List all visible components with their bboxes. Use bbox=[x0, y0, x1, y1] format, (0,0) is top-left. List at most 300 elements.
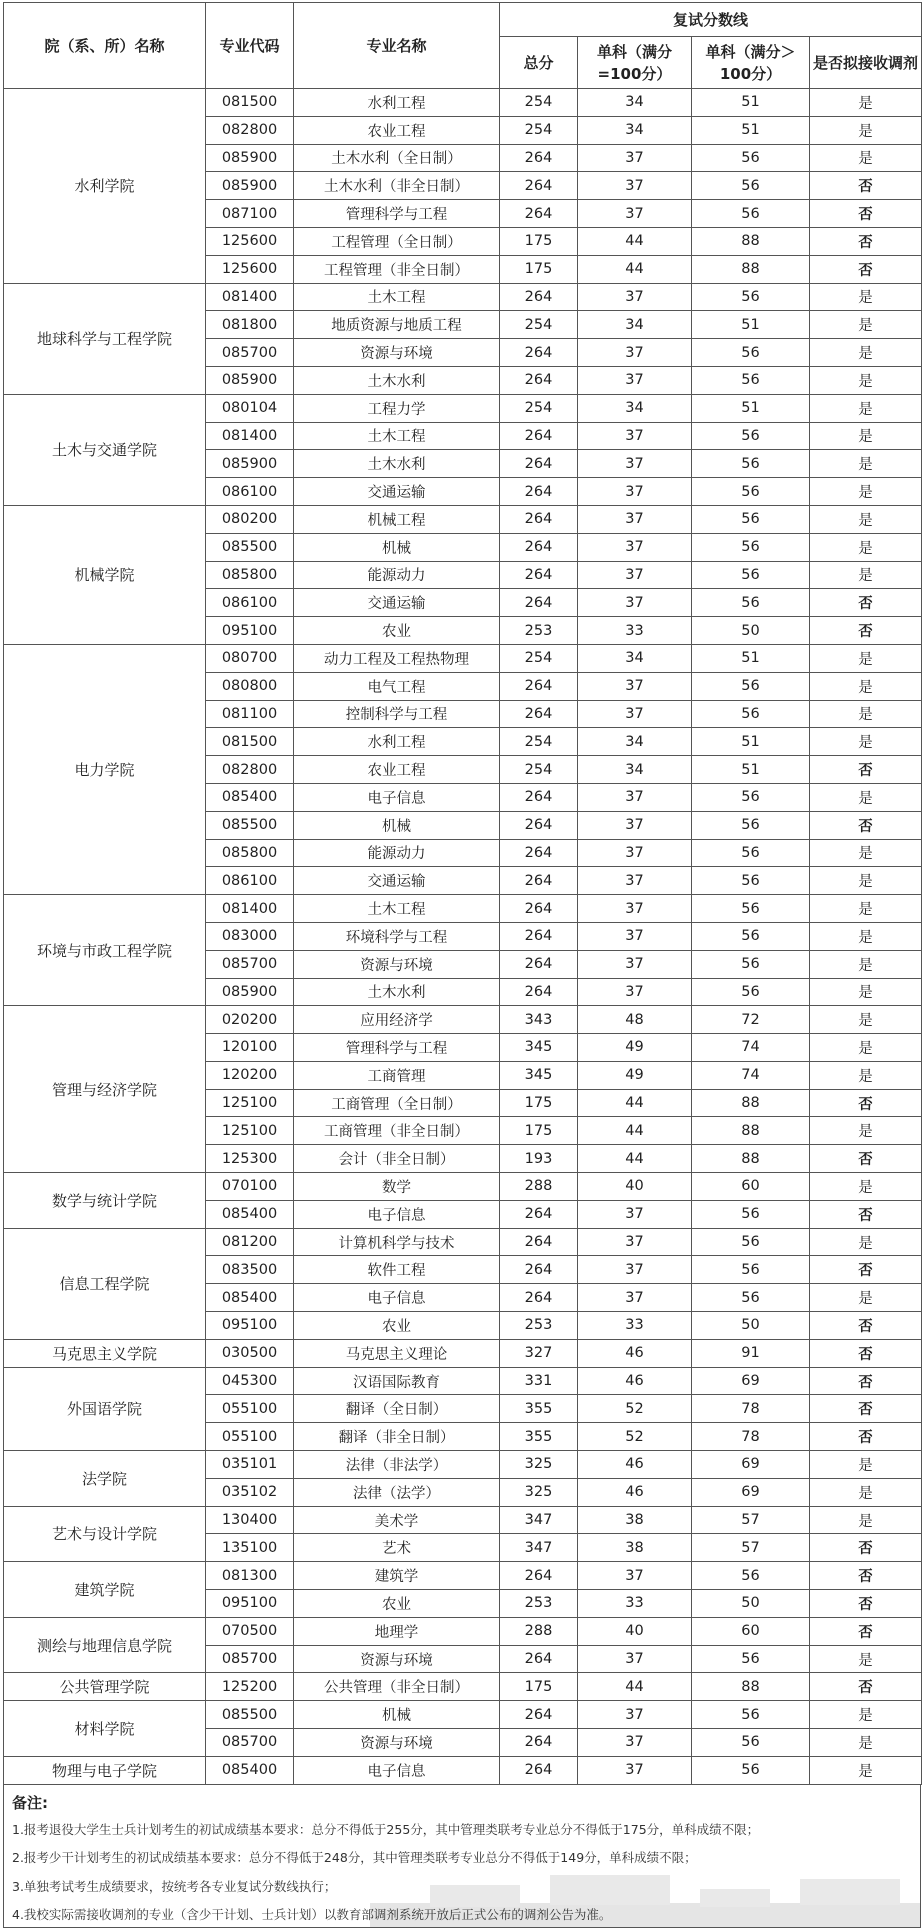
table-row bbox=[4, 1617, 922, 1645]
adjust-cell: 是 bbox=[810, 1451, 922, 1479]
total-cell: 347 bbox=[500, 1534, 578, 1562]
total-cell: 288 bbox=[500, 1173, 578, 1201]
adjust-cell: 是 bbox=[810, 1173, 922, 1201]
header-single-gt100: 单科（满分＞100分） bbox=[692, 37, 810, 89]
single100-cell: 44 bbox=[578, 255, 692, 283]
code-cell: 070500 bbox=[206, 1617, 294, 1645]
table-row bbox=[4, 89, 922, 117]
code-cell: 085700 bbox=[206, 1729, 294, 1757]
single100-cell: 37 bbox=[578, 1256, 692, 1284]
total-cell: 264 bbox=[500, 922, 578, 950]
single100-cell: 37 bbox=[578, 950, 692, 978]
total-cell: 347 bbox=[500, 1506, 578, 1534]
dept-cell: 土木与交通学院 bbox=[4, 394, 206, 505]
adjust-cell: 否 bbox=[810, 1395, 922, 1423]
total-cell: 175 bbox=[500, 1673, 578, 1701]
single-gt100-cell: 56 bbox=[692, 1756, 810, 1784]
code-cell: 086100 bbox=[206, 589, 294, 617]
code-cell: 081400 bbox=[206, 283, 294, 311]
single-gt100-cell: 56 bbox=[692, 450, 810, 478]
table-row bbox=[4, 1506, 922, 1534]
total-cell: 254 bbox=[500, 116, 578, 144]
major-cell: 控制科学与工程 bbox=[294, 700, 500, 728]
adjust-cell: 是 bbox=[810, 700, 922, 728]
adjust-cell: 是 bbox=[810, 422, 922, 450]
total-cell: 253 bbox=[500, 1590, 578, 1618]
single-gt100-cell: 56 bbox=[692, 1228, 810, 1256]
total-cell: 264 bbox=[500, 1701, 578, 1729]
total-cell: 264 bbox=[500, 867, 578, 895]
single100-cell: 33 bbox=[578, 617, 692, 645]
adjust-cell: 是 bbox=[810, 339, 922, 367]
code-cell: 035102 bbox=[206, 1478, 294, 1506]
dept-cell: 马克思主义学院 bbox=[4, 1339, 206, 1367]
code-cell: 080104 bbox=[206, 394, 294, 422]
single100-cell: 38 bbox=[578, 1506, 692, 1534]
single-gt100-cell: 56 bbox=[692, 1645, 810, 1673]
single100-cell: 34 bbox=[578, 394, 692, 422]
single100-cell: 37 bbox=[578, 978, 692, 1006]
single100-cell: 37 bbox=[578, 811, 692, 839]
adjust-cell: 否 bbox=[810, 1089, 922, 1117]
adjust-cell: 是 bbox=[810, 728, 922, 756]
adjust-cell: 否 bbox=[810, 811, 922, 839]
table-row bbox=[4, 1228, 922, 1256]
major-cell: 计算机科学与技术 bbox=[294, 1228, 500, 1256]
major-cell: 工商管理 bbox=[294, 1061, 500, 1089]
major-cell: 机械 bbox=[294, 811, 500, 839]
single100-cell: 46 bbox=[578, 1478, 692, 1506]
single100-cell: 46 bbox=[578, 1339, 692, 1367]
major-cell: 工商管理（全日制） bbox=[294, 1089, 500, 1117]
single100-cell: 37 bbox=[578, 1200, 692, 1228]
adjust-cell: 是 bbox=[810, 867, 922, 895]
major-cell: 机械工程 bbox=[294, 505, 500, 533]
code-cell: 035101 bbox=[206, 1451, 294, 1479]
single100-cell: 37 bbox=[578, 1228, 692, 1256]
single100-cell: 37 bbox=[578, 366, 692, 394]
total-cell: 264 bbox=[500, 950, 578, 978]
adjust-cell: 否 bbox=[810, 1534, 922, 1562]
code-cell: 125100 bbox=[206, 1117, 294, 1145]
table-row bbox=[4, 1367, 922, 1395]
single-gt100-cell: 69 bbox=[692, 1451, 810, 1479]
major-cell: 马克思主义理论 bbox=[294, 1339, 500, 1367]
note-item: 2.报考少干计划考生的初试成绩基本要求：总分不得低于248分，其中管理类联考专业总分不得低于149分，单科成绩不限； bbox=[12, 1850, 697, 1866]
major-cell: 软件工程 bbox=[294, 1256, 500, 1284]
code-cell: 083500 bbox=[206, 1256, 294, 1284]
single-gt100-cell: 50 bbox=[692, 1590, 810, 1618]
table-row bbox=[4, 283, 922, 311]
code-cell: 125300 bbox=[206, 1145, 294, 1173]
adjust-cell: 是 bbox=[810, 1034, 922, 1062]
adjust-cell: 是 bbox=[810, 116, 922, 144]
total-cell: 264 bbox=[500, 339, 578, 367]
single-gt100-cell: 51 bbox=[692, 89, 810, 117]
dept-cell: 环境与市政工程学院 bbox=[4, 895, 206, 1006]
note-item: 3.单独考试考生成绩要求，按统考各专业复试分数线执行； bbox=[12, 1878, 337, 1894]
total-cell: 264 bbox=[500, 1256, 578, 1284]
major-cell: 农业工程 bbox=[294, 756, 500, 784]
total-cell: 264 bbox=[500, 700, 578, 728]
table-row bbox=[4, 1756, 922, 1784]
single100-cell: 44 bbox=[578, 1673, 692, 1701]
single-gt100-cell: 56 bbox=[692, 422, 810, 450]
major-cell: 法律（非法学） bbox=[294, 1451, 500, 1479]
single100-cell: 48 bbox=[578, 1006, 692, 1034]
total-cell: 175 bbox=[500, 1117, 578, 1145]
code-cell: 085700 bbox=[206, 339, 294, 367]
major-cell: 环境科学与工程 bbox=[294, 922, 500, 950]
code-cell: 082800 bbox=[206, 756, 294, 784]
adjust-cell: 是 bbox=[810, 561, 922, 589]
adjust-cell: 是 bbox=[810, 978, 922, 1006]
single-gt100-cell: 57 bbox=[692, 1534, 810, 1562]
total-cell: 264 bbox=[500, 839, 578, 867]
single-gt100-cell: 56 bbox=[692, 505, 810, 533]
table-row bbox=[4, 1173, 922, 1201]
total-cell: 254 bbox=[500, 644, 578, 672]
major-cell: 交通运输 bbox=[294, 478, 500, 506]
adjust-cell: 是 bbox=[810, 1506, 922, 1534]
adjust-cell: 是 bbox=[810, 1729, 922, 1757]
single100-cell: 37 bbox=[578, 839, 692, 867]
score-table-page bbox=[3, 2, 921, 1928]
dept-cell: 物理与电子学院 bbox=[4, 1756, 206, 1784]
single-gt100-cell: 56 bbox=[692, 561, 810, 589]
single-gt100-cell: 91 bbox=[692, 1339, 810, 1367]
code-cell: 087100 bbox=[206, 200, 294, 228]
total-cell: 264 bbox=[500, 200, 578, 228]
major-cell: 土木工程 bbox=[294, 895, 500, 923]
single100-cell: 37 bbox=[578, 283, 692, 311]
dept-cell: 材料学院 bbox=[4, 1701, 206, 1757]
single100-cell: 37 bbox=[578, 895, 692, 923]
code-cell: 055100 bbox=[206, 1395, 294, 1423]
total-cell: 253 bbox=[500, 1312, 578, 1340]
single-gt100-cell: 56 bbox=[692, 339, 810, 367]
total-cell: 264 bbox=[500, 1200, 578, 1228]
notes-section bbox=[3, 1785, 921, 1928]
single-gt100-cell: 88 bbox=[692, 1117, 810, 1145]
single-gt100-cell: 88 bbox=[692, 1673, 810, 1701]
adjust-cell: 是 bbox=[810, 839, 922, 867]
major-cell: 机械 bbox=[294, 1701, 500, 1729]
table-row bbox=[4, 1673, 922, 1701]
single100-cell: 37 bbox=[578, 478, 692, 506]
total-cell: 264 bbox=[500, 1228, 578, 1256]
major-cell: 土木水利（非全日制） bbox=[294, 172, 500, 200]
code-cell: 095100 bbox=[206, 1312, 294, 1340]
single-gt100-cell: 50 bbox=[692, 1312, 810, 1340]
single-gt100-cell: 51 bbox=[692, 116, 810, 144]
major-cell: 电子信息 bbox=[294, 1200, 500, 1228]
header-score-group: 复试分数线 bbox=[500, 3, 922, 37]
adjust-cell: 是 bbox=[810, 1061, 922, 1089]
adjust-cell: 否 bbox=[810, 1673, 922, 1701]
code-cell: 080800 bbox=[206, 672, 294, 700]
single-gt100-cell: 56 bbox=[692, 200, 810, 228]
code-cell: 082800 bbox=[206, 116, 294, 144]
adjust-cell: 否 bbox=[810, 617, 922, 645]
major-cell: 交通运输 bbox=[294, 867, 500, 895]
single100-cell: 37 bbox=[578, 1701, 692, 1729]
single-gt100-cell: 56 bbox=[692, 172, 810, 200]
code-cell: 081500 bbox=[206, 89, 294, 117]
total-cell: 264 bbox=[500, 895, 578, 923]
single-gt100-cell: 69 bbox=[692, 1478, 810, 1506]
major-cell: 法律（法学） bbox=[294, 1478, 500, 1506]
code-cell: 080700 bbox=[206, 644, 294, 672]
total-cell: 254 bbox=[500, 394, 578, 422]
single-gt100-cell: 56 bbox=[692, 533, 810, 561]
major-cell: 资源与环境 bbox=[294, 339, 500, 367]
single100-cell: 34 bbox=[578, 644, 692, 672]
code-cell: 125600 bbox=[206, 255, 294, 283]
major-cell: 农业工程 bbox=[294, 116, 500, 144]
single100-cell: 37 bbox=[578, 505, 692, 533]
adjust-cell: 是 bbox=[810, 283, 922, 311]
total-cell: 345 bbox=[500, 1034, 578, 1062]
code-cell: 095100 bbox=[206, 1590, 294, 1618]
single-gt100-cell: 88 bbox=[692, 255, 810, 283]
single-gt100-cell: 56 bbox=[692, 1256, 810, 1284]
single-gt100-cell: 56 bbox=[692, 672, 810, 700]
adjust-cell: 否 bbox=[810, 1367, 922, 1395]
single-gt100-cell: 57 bbox=[692, 1506, 810, 1534]
total-cell: 254 bbox=[500, 89, 578, 117]
single-gt100-cell: 78 bbox=[692, 1423, 810, 1451]
single100-cell: 33 bbox=[578, 1590, 692, 1618]
single-gt100-cell: 56 bbox=[692, 144, 810, 172]
code-cell: 085400 bbox=[206, 1756, 294, 1784]
single100-cell: 37 bbox=[578, 200, 692, 228]
single100-cell: 37 bbox=[578, 1562, 692, 1590]
code-cell: 085900 bbox=[206, 366, 294, 394]
single-gt100-cell: 69 bbox=[692, 1367, 810, 1395]
adjust-cell: 是 bbox=[810, 644, 922, 672]
total-cell: 264 bbox=[500, 422, 578, 450]
single100-cell: 37 bbox=[578, 1756, 692, 1784]
single100-cell: 37 bbox=[578, 422, 692, 450]
major-cell: 机械 bbox=[294, 533, 500, 561]
total-cell: 355 bbox=[500, 1395, 578, 1423]
total-cell: 288 bbox=[500, 1617, 578, 1645]
single-gt100-cell: 56 bbox=[692, 1562, 810, 1590]
adjust-cell: 是 bbox=[810, 533, 922, 561]
total-cell: 175 bbox=[500, 1089, 578, 1117]
single-gt100-cell: 56 bbox=[692, 589, 810, 617]
code-cell: 085700 bbox=[206, 1645, 294, 1673]
major-cell: 资源与环境 bbox=[294, 950, 500, 978]
total-cell: 264 bbox=[500, 1645, 578, 1673]
adjust-cell: 否 bbox=[810, 1312, 922, 1340]
total-cell: 345 bbox=[500, 1061, 578, 1089]
dept-cell: 机械学院 bbox=[4, 505, 206, 644]
adjust-cell: 否 bbox=[810, 1145, 922, 1173]
code-cell: 135100 bbox=[206, 1534, 294, 1562]
adjust-cell: 否 bbox=[810, 1256, 922, 1284]
adjust-cell: 是 bbox=[810, 922, 922, 950]
major-cell: 电子信息 bbox=[294, 1284, 500, 1312]
single100-cell: 49 bbox=[578, 1061, 692, 1089]
total-cell: 254 bbox=[500, 311, 578, 339]
major-cell: 工程管理（非全日制） bbox=[294, 255, 500, 283]
total-cell: 264 bbox=[500, 144, 578, 172]
major-cell: 土木工程 bbox=[294, 422, 500, 450]
single-gt100-cell: 56 bbox=[692, 922, 810, 950]
total-cell: 253 bbox=[500, 617, 578, 645]
total-cell: 264 bbox=[500, 1756, 578, 1784]
code-cell: 081400 bbox=[206, 422, 294, 450]
major-cell: 资源与环境 bbox=[294, 1729, 500, 1757]
code-cell: 081500 bbox=[206, 728, 294, 756]
major-cell: 电子信息 bbox=[294, 783, 500, 811]
major-cell: 管理科学与工程 bbox=[294, 1034, 500, 1062]
single100-cell: 49 bbox=[578, 1034, 692, 1062]
adjust-cell: 是 bbox=[810, 1117, 922, 1145]
code-cell: 085800 bbox=[206, 561, 294, 589]
adjust-cell: 是 bbox=[810, 1701, 922, 1729]
major-cell: 艺术 bbox=[294, 1534, 500, 1562]
single-gt100-cell: 56 bbox=[692, 1701, 810, 1729]
single100-cell: 37 bbox=[578, 1729, 692, 1757]
single-gt100-cell: 56 bbox=[692, 811, 810, 839]
major-cell: 工程力学 bbox=[294, 394, 500, 422]
total-cell: 175 bbox=[500, 255, 578, 283]
adjust-cell: 是 bbox=[810, 1478, 922, 1506]
adjust-cell: 否 bbox=[810, 255, 922, 283]
table-row bbox=[4, 505, 922, 533]
code-cell: 085900 bbox=[206, 144, 294, 172]
single100-cell: 37 bbox=[578, 533, 692, 561]
dept-cell: 测绘与地理信息学院 bbox=[4, 1617, 206, 1673]
single100-cell: 37 bbox=[578, 589, 692, 617]
dept-cell: 公共管理学院 bbox=[4, 1673, 206, 1701]
header-dept: 院（系、所）名称 bbox=[4, 3, 206, 89]
single100-cell: 34 bbox=[578, 756, 692, 784]
code-cell: 085400 bbox=[206, 1284, 294, 1312]
note-item: 4.我校实际需接收调剂的专业（含少干计划、士兵计划）以教育部调剂系统开放后正式公布的调剂公告为准。 bbox=[12, 1907, 612, 1923]
total-cell: 264 bbox=[500, 1729, 578, 1757]
score-table bbox=[3, 2, 922, 1785]
single100-cell: 44 bbox=[578, 227, 692, 255]
adjust-cell: 否 bbox=[810, 756, 922, 784]
single100-cell: 38 bbox=[578, 1534, 692, 1562]
major-cell: 地质资源与地质工程 bbox=[294, 311, 500, 339]
table-row bbox=[4, 1451, 922, 1479]
total-cell: 193 bbox=[500, 1145, 578, 1173]
code-cell: 085400 bbox=[206, 1200, 294, 1228]
dept-cell: 外国语学院 bbox=[4, 1367, 206, 1450]
adjust-cell: 否 bbox=[810, 1200, 922, 1228]
single-gt100-cell: 50 bbox=[692, 617, 810, 645]
single-gt100-cell: 56 bbox=[692, 1729, 810, 1757]
major-cell: 地理学 bbox=[294, 1617, 500, 1645]
total-cell: 254 bbox=[500, 756, 578, 784]
major-cell: 土木水利 bbox=[294, 366, 500, 394]
code-cell: 095100 bbox=[206, 617, 294, 645]
single-gt100-cell: 56 bbox=[692, 478, 810, 506]
total-cell: 325 bbox=[500, 1451, 578, 1479]
major-cell: 能源动力 bbox=[294, 839, 500, 867]
major-cell: 能源动力 bbox=[294, 561, 500, 589]
adjust-cell: 否 bbox=[810, 1423, 922, 1451]
code-cell: 120100 bbox=[206, 1034, 294, 1062]
adjust-cell: 否 bbox=[810, 227, 922, 255]
single100-cell: 52 bbox=[578, 1395, 692, 1423]
major-cell: 动力工程及工程热物理 bbox=[294, 644, 500, 672]
major-cell: 数学 bbox=[294, 1173, 500, 1201]
header-adjust: 是否拟接收调剂 bbox=[810, 37, 922, 89]
adjust-cell: 否 bbox=[810, 200, 922, 228]
note-item: 1.报考退役大学生士兵计划考生的初试成绩基本要求：总分不得低于255分，其中管理类联考专业总分不得低于175分，单科成绩不限； bbox=[12, 1821, 760, 1837]
code-cell: 085500 bbox=[206, 1701, 294, 1729]
major-cell: 翻译（全日制） bbox=[294, 1395, 500, 1423]
single100-cell: 37 bbox=[578, 172, 692, 200]
table-row bbox=[4, 394, 922, 422]
single-gt100-cell: 88 bbox=[692, 1145, 810, 1173]
single100-cell: 37 bbox=[578, 1284, 692, 1312]
adjust-cell: 是 bbox=[810, 1006, 922, 1034]
single-gt100-cell: 60 bbox=[692, 1173, 810, 1201]
adjust-cell: 是 bbox=[810, 478, 922, 506]
single-gt100-cell: 51 bbox=[692, 644, 810, 672]
dept-cell: 地球科学与工程学院 bbox=[4, 283, 206, 394]
single-gt100-cell: 51 bbox=[692, 394, 810, 422]
major-cell: 电子信息 bbox=[294, 1756, 500, 1784]
single100-cell: 37 bbox=[578, 783, 692, 811]
code-cell: 081100 bbox=[206, 700, 294, 728]
single100-cell: 34 bbox=[578, 728, 692, 756]
major-cell: 工商管理（非全日制） bbox=[294, 1117, 500, 1145]
adjust-cell: 否 bbox=[810, 1339, 922, 1367]
single-gt100-cell: 56 bbox=[692, 950, 810, 978]
single100-cell: 46 bbox=[578, 1451, 692, 1479]
code-cell: 020200 bbox=[206, 1006, 294, 1034]
adjust-cell: 是 bbox=[810, 672, 922, 700]
adjust-cell: 否 bbox=[810, 1562, 922, 1590]
table-row bbox=[4, 1339, 922, 1367]
single100-cell: 33 bbox=[578, 1312, 692, 1340]
total-cell: 264 bbox=[500, 366, 578, 394]
code-cell: 085900 bbox=[206, 172, 294, 200]
header-code: 专业代码 bbox=[206, 3, 294, 89]
total-cell: 264 bbox=[500, 978, 578, 1006]
single-gt100-cell: 60 bbox=[692, 1617, 810, 1645]
header-single-100: 单科（满分=100分） bbox=[578, 37, 692, 89]
code-cell: 085900 bbox=[206, 450, 294, 478]
adjust-cell: 是 bbox=[810, 895, 922, 923]
adjust-cell: 是 bbox=[810, 89, 922, 117]
total-cell: 264 bbox=[500, 533, 578, 561]
total-cell: 327 bbox=[500, 1339, 578, 1367]
table-body bbox=[4, 89, 922, 1785]
code-cell: 125600 bbox=[206, 227, 294, 255]
single-gt100-cell: 56 bbox=[692, 1284, 810, 1312]
major-cell: 公共管理（非全日制） bbox=[294, 1673, 500, 1701]
dept-cell: 建筑学院 bbox=[4, 1562, 206, 1618]
single100-cell: 37 bbox=[578, 144, 692, 172]
total-cell: 264 bbox=[500, 505, 578, 533]
dept-cell: 艺术与设计学院 bbox=[4, 1506, 206, 1562]
single100-cell: 37 bbox=[578, 339, 692, 367]
adjust-cell: 是 bbox=[810, 366, 922, 394]
single-gt100-cell: 72 bbox=[692, 1006, 810, 1034]
adjust-cell: 是 bbox=[810, 1228, 922, 1256]
adjust-cell: 是 bbox=[810, 311, 922, 339]
total-cell: 264 bbox=[500, 561, 578, 589]
